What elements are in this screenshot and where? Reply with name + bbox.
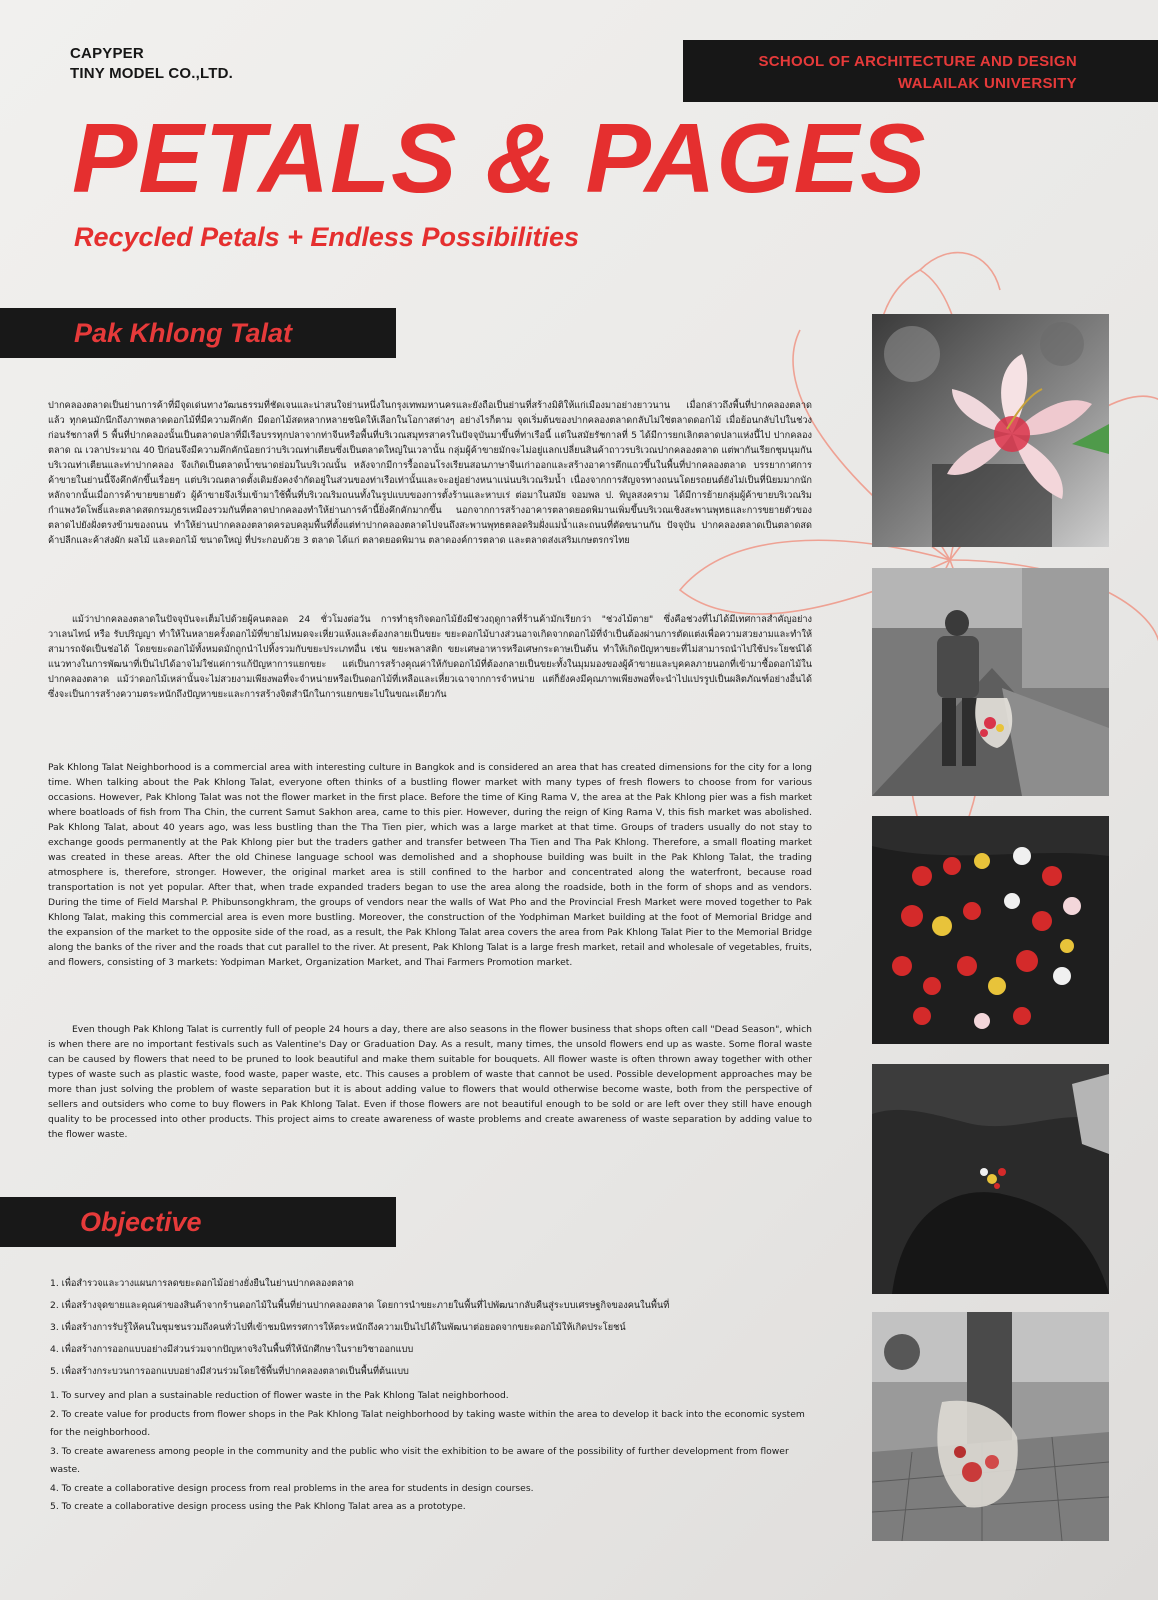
poster-subtitle: Recycled Petals + Endless Possibilities	[74, 222, 579, 252]
company-line-1: CAPYPER	[70, 45, 144, 62]
photo-market-street	[872, 568, 1109, 796]
objective-item-thai: 1. เพื่อสำรวจและวางแผนการลดขยะดอกไม้อย่างยั่งยืนในย่านปากคลองตลาด	[50, 1278, 354, 1289]
thai-paragraph-1: ปากคลองตลาดเป็นย่านการค้าที่มีจุดเด่นทางวัฒนธรรมที่ชัดเจนและน่าสนใจย่านหนึ่งในกรุงเทพมหานครและยังถือเป็นย่านที่สร้างมิติให้แก่เมืองมาอย่างยาวนาน เมื่อกล่าวถึงพื้นที่ปากคลองตลาดแล้ว ทุกคนมักนึกถึงภาพตลาดดอกไม้ที่มีความคึกคัก มีดอกไม้สดหลากหลายชนิดให้เลือกในโอกาสต่างๆ อย่างไรก็ตาม จุดเริ่มต้นของปากคลองตลาดกลับไม่ใช่ตลาดดอกไม้ เมื่อย้อนกลับไปในช่วงก่อนรัชกาลที่ 5 พื้นที่ปากคลองนั้นเป็นตลาดปลาที่มีเรือบรรทุกปลาจากท่าจีนหรือพื้นที่บริเวณสมุทรสาครในปัจจุบันมาขึ้นที่ท่าเรือนี้ แต่ในสมัยรัชกาลที่ 5 ได้มีการยกเลิกตลาดปลาแห่งนี้ไป ปากคลองตลาด ณ เวลาประมาณ 40 ปีก่อนจึงมีความคึกคักน้อยกว่าบริเวณท่าเตียนซึ่งเป็นตลาดใหญ่ในเวลานั้น กลุ่มผู้ค้าขายมักจะไม่อยู่แลกเปลี่ยนสินค้าถาวรบริเวณปากคลองตลาด แต่พากันเรียกชุมนุมกันบริเวณท่าเตียนและท่าปากคลอง จึงเกิดเป็นตลาดน้ำขนาดย่อมในบริเวณนั้น หลังจากมีการรื้อถอนโรงเรียนสอนภาษาจีนเก่าออกและสร้างอาคารตึกแถวขึ้นในพื้นที่ปากคลองตลาด บรรยากาศการค้าขายในย่านนี้จึงคึกคักขึ้นเรื่อยๆ แต่บริเวณตลาดตั้งเดิมยังคงจำกัดอยู่ในส่วนของท่าเรือเท่านั้นและจะอยู่อย่างหนาแน่นบริเวณริมน้ำ เนื่องจากการสัญจรทางถนนโดยรถยนต์ยังไม่เป็นที่นิยมมากนัก หลักจากนั้นเมื่อการค้าขายขยายตัว ผู้ค้าขายจึงเริ่มเข้ามาใช้พื้นที่บริเวณริมถนนทั้งในรูปแบบของการตั้งร้านและหาบเร่ ต่อมาในสมัย จอมพล ป. พิบูลสงคราม ได้มีการย้ายกลุ่มผู้ค้าขายบริเวณริมกำแพงวัดโพธิ์และตลาดสดกรมภูธรเหมืองรวมกันที่ตลาดปากคลองทำให้ย่านการค้านี้ยิ่งคึกคักมากขึ้น นอกจากการสร้างอาคารตลาดยอดพิมานเพิ่มขึ้นบริเวณเชิงสะพานพุทธและการขยายตัวของตลาดไปยังฝั่งตรงข้ามของถนน ทำให้ย่านปากคลองตลาดครอบคลุมพื้นที่ตั้งแต่ท่าปากคลองตลาดไปจนถึงสะพานพุทธตลอดริมฝั่งแม่น้ำและถนนที่ตัดขนานกัน ปัจจุบัน ปากคลองตลาดเป็นตลาดสดค้าปลีกและค้าส่งผัก ผลไม้ และดอกไม้ ขนาดใหญ่ ที่ประกอบด้วย 3 ตลาด ได้แก่ ตลาดยอดพิมาน ตลาดองค์การตลาด และตลาดส่งเสริมเกษตรกรไทย	[48, 400, 812, 546]
objective-list-thai	[50, 1273, 669, 1383]
objective-item-english: 4. To create a collaborative design process from real problems in the area for students in design courses.	[50, 1482, 534, 1494]
english-paragraph-1: Pak Khlong Talat Neighborhood is a commercial area with interesting culture in Bangkok and is considered an area that has created dimensions for the city for a long time. When talking about the Pak Khlong Talat, everyone often thinks of a bustling flower market with many types of fresh flowers to choose from for various occasions. However, Pak Khlong Talat was not the flower market in the first place. Before the time of King Rama V, the area at the Pak Khlong pier was a fish market where boatloads of fish from Tha Chin, the current Samut Sakhon area, came to this pier. However, during the reign of King Rama V, this fish market was abolished. Pak Khlong Talat, about 40 years ago, was less bustling than the Tha Tien pier, which was a large market at that time. Groups of traders usually do not stay to exchange goods permanently at the Pak Khlong pier but the traders gather and transfer between Tha Tien and Tha Pak Khlong. Therefore, a small floating market was created in these areas. After the old Chinese language school was demolished and a shophouse building was built in the Pak Khlong Talat, the trading atmosphere is, therefore, stronger. However, the original market area is still confined to the harbor and concentrated along the waterfront, because road transportation is not yet popular. After that, when trade expanded traders began to use the area along the roadside, both in the form of shops and as vendors. During the time of Field Marshal P. Phibunsongkhram, the groups of vendors near the walls of Wat Pho and the Provincial Fresh Market were moved together to Pak Khlong Talat, making this commercial area is even more bustling. Moreover, the construction of the Yodphiman Market building at the foot of Memorial Bridge and the expansion of the market to the opposite side of the road, as a result, the Pak Khlong Talat area covers the area from Pak Khlong Talat Pier to the Memorial Bridge along the banks of the river and the roads that cut parallel to the river. At present, Pak Khlong Talat is a large fresh market, retail and wholesale of vegetables, fruits, and flowers, consisting of 3 markets: Yodpiman Market, Organization Market, and Thai Farmers Promotion market.	[48, 762, 812, 968]
section-heading-pak-khlong-talat: Pak Khlong Talat	[0, 308, 396, 358]
photo-bag-by-tree	[872, 1312, 1109, 1541]
objective-item-english: 5. To create a collaborative design process using the Pak Khlong Talat area as a prototype.	[50, 1501, 466, 1512]
company-line-2: TINY MODEL CO.,LTD.	[70, 65, 233, 82]
company-name	[70, 44, 233, 84]
section-heading-objective: Objective	[0, 1197, 396, 1247]
objective-item-thai: 4. เพื่อสร้างการออกแบบอย่างมีส่วนร่วมจากปัญหาจริงในพื้นที่ให้นักศึกษาในรายวิชาออกแบบ	[50, 1344, 414, 1355]
objective-item-english: 1. To survey and plan a sustainable reduction of flower waste in the Pak Khlong Talat neighborhood.	[50, 1390, 509, 1401]
school-line-1: SCHOOL OF ARCHITECTURE AND DESIGN	[758, 53, 1077, 70]
objective-item-thai: 2. เพื่อสร้างจุดขายและคุณค่าของสินค้าจากร้านดอกไม้ในพื้นที่ย่านปากคลองตลาด โดยการนำขยะภายในพื้นที่ไปพัฒนากลับคืนสู่ระบบเศรษฐกิจของคนในพื้นที่	[50, 1300, 670, 1311]
objective-item-thai: 3. เพื่อสร้างการรับรู้ให้คนในชุมชนรวมถึงคนทั่วไปที่เข้าชมนิทรรศการให้ตระหนักถึงความเป็นไปได้ในพัฒนาต่อยอดจากขยะดอกไม้ให้เกิดประโยชน์	[50, 1322, 626, 1333]
objective-item-thai: 5. เพื่อสร้างกระบวนการออกแบบอย่างมีส่วนร่วมโดยใช้พื้นที่ปากคลองตลาดเป็นพื้นที่ต้นแบบ	[50, 1366, 409, 1377]
school-banner	[683, 40, 1158, 102]
school-line-2: WALAILAK UNIVERSITY	[897, 75, 1077, 92]
photo-lily-flower	[872, 314, 1109, 547]
photo-flower-waste-red	[872, 816, 1109, 1044]
objective-item-english: 2. To create value for products from flower shops in the Pak Khlong Talat neighborhood by taking waste within the area to develop it back into the economic system for the neighborhood.	[50, 1408, 805, 1438]
objective-list-english	[50, 1387, 820, 1517]
objective-item-english: 3. To create awareness among people in the community and the public who visit the exhibition to be aware of the possibility of further development from flower waste.	[50, 1445, 789, 1475]
photo-trash-bag	[872, 1064, 1109, 1294]
poster-title: PETALS & PAGES	[72, 103, 927, 213]
english-paragraph-2: Even though Pak Khlong Talat is currently full of people 24 hours a day, there are also seasons in the flower business that shops often call "Dead Season", which is when there are no important festivals such as Valentine's Day or Graduation Day. As a result, many times, the unsold flowers end up as waste. Some floral waste can be caused by flowers that need to be pruned to look beautiful and make them suitable for bouquets. All flower waste is often thrown away together with other types of waste such as plastic waste, food waste, paper waste, etc. This causes a problem of waste that cannot be used. Possible development approaches may be more than just solving the problem of waste separation but it is about adding value to flowers that would otherwise become waste, both from the perspective of sellers and outsiders who come to buy flowers in Pak Khlong Talat. Even if those flowers are not beautiful enough to be sold or are left over they still have enough quality to be processed into other products. This project aims to create awareness of waste problems and create awareness of waste separation by adding value to the flower waste.	[48, 1024, 812, 1140]
thai-paragraph-2: แม้ว่าปากคลองตลาดในปัจจุบันจะเต็มไปด้วยผู้คนตลอด 24 ชั่วโมงต่อวัน การทำธุรกิจดอกไม้ยังมีช่วงฤดูกาลที่ร้านค้ามักเรียกว่า "ช่วงไม้ตาย" ซึ่งคือช่วงที่ไม่ได้มีเทศกาลสำคัญอย่าง วาเลนไทน์ หรือ รับปริญญา ทำให้ในหลายครั้งดอกไม้ที่ขายไม่หมดจะเหี่ยวแห้งและต้องกลายเป็นขยะ ขยะดอกไม้บางส่วนอาจเกิดจากดอกไม้ที่จำเป็นต้องผ่านการตัดแต่งเพื่อความสวยงามและทำให้สามารถจัดเป็นช่อได้ โดยขยะดอกไม้ทั้งหมดมักถูกนำไปทิ้งรวมกับขยะประเภทอื่น เช่น ขยะพลาสติก ขยะเศษอาหารหรือเศษกระดาษเป็นต้น ทำให้เกิดปัญหาขยะที่ไม่สามารถนำไปใช้ประโยชน์ได้ แนวทางในการพัฒนาที่เป็นไปได้อาจไม่ใช่แค่การแก้ปัญหาการแยกขยะ แต่เป็นการสร้างคุณค่าให้กับดอกไม้ที่ต้องกลายเป็นขยะทั้งในมุมมองของผู้ค้าขายและบุคคลภายนอกที่เข้ามาซื้อดอกไม้ในปากคลองตลาด แม้ว่าดอกไม้เหล่านั้นจะไม่สวยงามเพียงพอที่จะจำหน่ายหรือเป็นดอกไม้ที่เหลือและเหี่ยวเฉาจากการจำหน่าย แต่ก็ยังคงมีคุณภาพเพียงพอที่จะนำไปแปรรูปเป็นผลิตภัณฑ์อย่างอื่นได้ ซึ่งจะเป็นการสร้างความตระหนักถึงปัญหาขยะและการสร้างจิตสำนึกในการแยกขยะไปในขณะเดียวกัน	[48, 614, 812, 700]
